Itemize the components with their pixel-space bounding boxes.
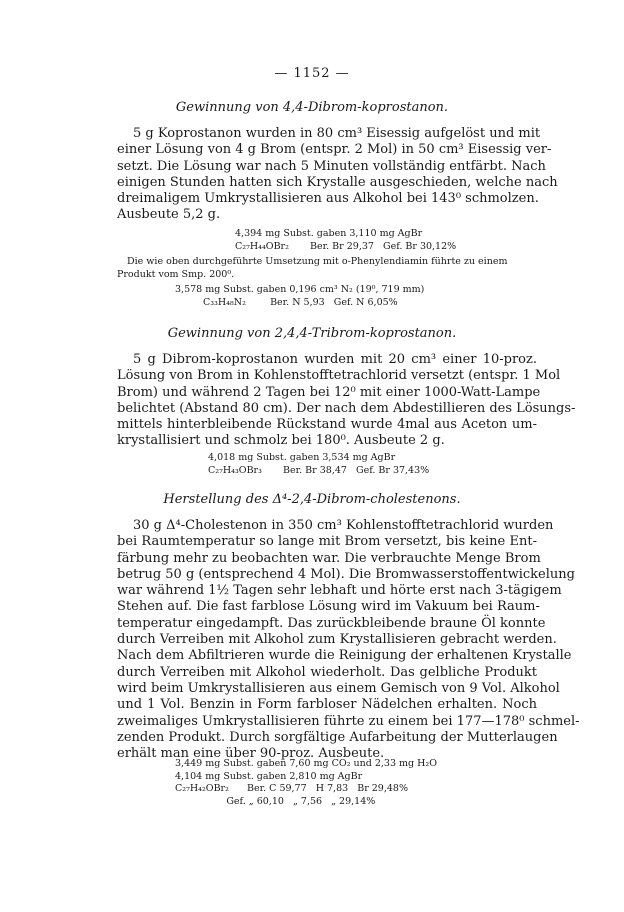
analysis-block-section2: [208, 452, 429, 477]
text-line: einigen Stunden hatten sich Krystalle ausgeschieden, welche nach: [117, 174, 558, 190]
analysis-line: C₂₇H₄₂OBr₂ Ber. C 59,77 H 7,83 Br 29,48%: [175, 783, 408, 794]
note-section1: [117, 256, 537, 281]
paragraph-section2: [117, 352, 576, 450]
text-line: 30 g Δ⁴-Cholestenon in 350 cm³ Kohlenstofftetrachlorid wurden: [133, 518, 554, 533]
text-line: bei Raumtemperatur so lange mit Brom versetzt, bis keine Ent-: [117, 534, 537, 550]
text-line: Stehen auf. Die fast farblose Lösung wird im Vakuum bei Raum-: [117, 599, 540, 615]
text-line: wird beim Umkrystallisieren aus einem Gemisch von 9 Vol. Alkohol: [117, 680, 560, 696]
text-line: betrug 50 g (entsprechend 4 Mol). Die Bromwasserstoffentwickelung: [117, 566, 575, 582]
text-line: temperatur eingedampft. Das zurückbleibende braune Öl konnte: [117, 615, 546, 631]
analysis-line: C₂₇H₄₃OBr₃ Ber. Br 38,47 Gef. Br 37,43%: [208, 464, 430, 476]
analysis-line: 3,449 mg Subst. gaben 7,60 mg CO₂ und 2,33 mg H₂O: [175, 758, 438, 769]
section-heading-tribrom-koprostanon: Gewinnung von 2,4,4-Tribrom-koprostanon.: [167, 326, 457, 341]
text-line: erhält man eine über 90-proz. Ausbeute.: [117, 746, 385, 762]
section-heading-dibrom-koprostanon: Gewinnung von 4,4-Dibrom-koprostanon.: [175, 100, 449, 115]
analysis-line: 4,394 mg Subst. gaben 3,110 mg AgBr: [235, 228, 423, 239]
text-line: mittels hinterbleibende Rückstand wurde 4mal aus Aceton um-: [117, 417, 537, 433]
text-line: färbung mehr zu beobachten war. Die verbrauchte Menge Brom: [117, 550, 541, 566]
text-line: Ausbeute 5,2 g.: [117, 207, 221, 223]
text-line: durch Verreiben mit Alkohol zum Krystallisieren gebracht werden.: [117, 632, 557, 648]
section-heading-dibrom-cholestenon: Herstellung des Δ⁴-2,4-Dibrom-cholestenons.: [163, 492, 461, 507]
text-line: setzt. Die Lösung war nach 5 Minuten vollständig entfärbt. Nach: [117, 158, 546, 174]
text-line: einer Lösung von 4 g Brom (entspr. 2 Mol) in 50 cm³ Eisessig ver-: [117, 142, 552, 158]
page-number: — 1152 —: [274, 66, 350, 81]
analysis-line: C₂₇H₄₄OBr₂ Ber. Br 29,37 Gef. Br 30,12%: [235, 240, 457, 252]
text-line: und 1 Vol. Benzin in Form farbloser Nädelchen erhalten. Noch: [117, 697, 537, 713]
text-line: Brom) und während 2 Tagen bei 12⁰ mit einer 1000-Watt-Lampe: [117, 384, 541, 400]
text-line: dreimaligem Umkrystallisieren aus Alkohol bei 143⁰ schmolzen.: [117, 191, 539, 207]
analysis-line: 4,104 mg Subst. gaben 2,810 mg AgBr: [175, 770, 363, 782]
text-line: Nach dem Abfiltrieren wurde die Reinigung der erhaltenen Krystalle: [117, 648, 572, 664]
analysis-block-section1-nitrogen: [175, 284, 424, 309]
text-line: durch Verreiben mit Alkohol wiederholt. Das gelbliche Produkt: [117, 664, 537, 680]
note-line: Produkt vom Smp. 200⁰.: [117, 268, 235, 280]
text-line: Lösung von Brom in Kohlenstofftetrachlorid versetzt (entspr. 1 Mol: [117, 368, 561, 384]
note-line: Die wie oben durchgeführte Umsetzung mit o-Phenylendiamin führte zu einem: [127, 256, 508, 267]
paragraph-section1: [117, 126, 558, 224]
analysis-block-section1: [235, 228, 456, 253]
paragraph-section3: [117, 518, 580, 762]
text-line: 5 g Koprostanon wurden in 80 cm³ Eisessig aufgelöst und mit: [133, 126, 541, 141]
text-line: zweimaliges Umkrystallisieren führte zu einem bei 177—178⁰ schmel-: [117, 713, 580, 729]
text-line: 5 g Dibrom-koprostanon wurden mit 20 cm³ einer 10-proz.: [133, 352, 537, 367]
analysis-block-section3: [175, 758, 437, 808]
analysis-line: Gef. „ 60,10 „ 7,56 „ 29,14%: [175, 795, 376, 807]
analysis-line: 3,578 mg Subst. gaben 0,196 cm³ N₂ (19⁰, 719 mm): [175, 284, 425, 295]
text-line: belichtet (Abstand 80 cm). Der nach dem Abdestillieren des Lösungs-: [117, 400, 576, 416]
analysis-line: 4,018 mg Subst. gaben 3,534 mg AgBr: [208, 452, 396, 463]
analysis-line: C₃₃H₄₈N₂ Ber. N 5,93 Gef. N 6,05%: [203, 296, 398, 308]
text-line: war während 1½ Tagen sehr lebhaft und hörte erst nach 3-tägigem: [117, 583, 562, 599]
text-line: krystallisiert und schmolz bei 180⁰. Ausbeute 2 g.: [117, 433, 445, 449]
text-line: zenden Produkt. Durch sorgfältige Aufarbeitung der Mutterlaugen: [117, 729, 558, 745]
